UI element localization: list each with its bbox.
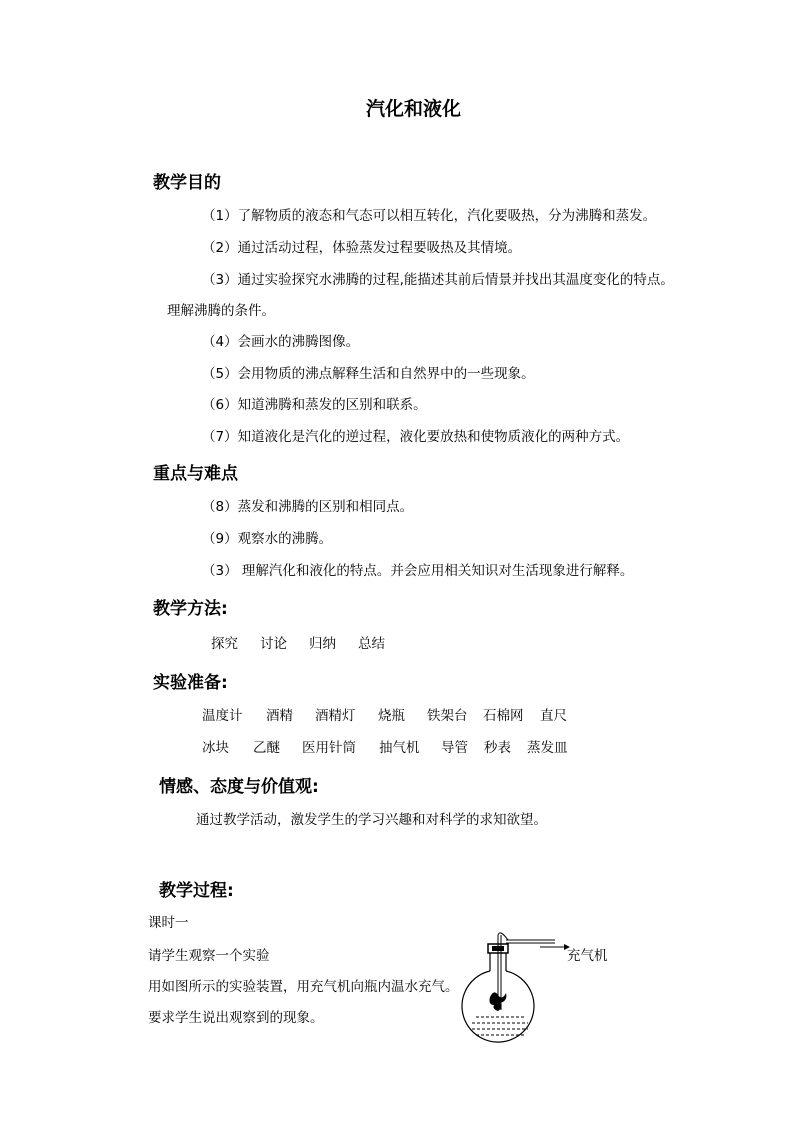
process-line: 用如图所示的实验装置，用充气机向瓶内温水充气。 <box>148 979 459 995</box>
material-item: 烧瓶 <box>378 708 405 724</box>
material-item: 医用针筒 <box>302 740 356 756</box>
material-item: 石棉网 <box>483 708 524 724</box>
material-item: 酒精 <box>266 708 293 724</box>
method-item: 探究 <box>211 636 238 652</box>
material-item: 酒精灯 <box>315 708 356 724</box>
values-text: 通过教学活动，激发学生的学习兴趣和对科学的求知欲望。 <box>196 812 547 828</box>
material-item: 秒表 <box>484 740 511 756</box>
objective-item: （3）通过实验探究水沸腾的过程,能描述其前后情景并找出其温度变化的特点。 <box>202 272 674 288</box>
key-points-heading: 重点与难点 <box>153 464 238 484</box>
method-item: 总结 <box>358 636 385 652</box>
objective-item: 理解沸腾的条件。 <box>167 303 275 319</box>
material-item: 蒸发皿 <box>527 740 568 756</box>
figure-label: 充气机 <box>567 948 608 964</box>
objective-item: （6）知道沸腾和蒸发的区别和联系。 <box>202 397 427 413</box>
key-point-item: （9）观察水的沸腾。 <box>202 531 333 547</box>
method-item: 讨论 <box>260 636 287 652</box>
material-item: 温度计 <box>202 708 243 724</box>
process-line: 课时一 <box>148 915 189 931</box>
objective-item: （4）会画水的沸腾图像。 <box>202 334 360 350</box>
process-heading: 教学过程: <box>159 881 234 901</box>
objective-item: （5）会用物质的沸点解释生活和自然界中的一些现象。 <box>202 366 535 382</box>
key-point-item: （3） 理解汽化和液化的特点。并会应用相关知识对生活现象进行解释。 <box>202 563 634 579</box>
process-line: 要求学生说出观察到的现象。 <box>148 1010 324 1026</box>
material-item: 导管 <box>441 740 468 756</box>
objectives-heading: 教学目的 <box>153 173 221 193</box>
objective-item: （1）了解物质的液态和气态可以相互转化，汽化要吸热，分为沸腾和蒸发。 <box>202 208 657 224</box>
process-line: 请学生观察一个实验 <box>148 948 270 964</box>
methods-heading: 教学方法: <box>153 599 228 619</box>
materials-heading: 实验准备: <box>153 673 228 693</box>
values-heading: 情感、态度与价值观: <box>159 777 319 797</box>
material-item: 抽气机 <box>379 740 420 756</box>
objective-item: （2）通过活动过程，体验蒸发过程要吸热及其情境。 <box>202 240 522 256</box>
material-item: 直尺 <box>540 708 567 724</box>
objective-item: （7）知道液化是汽化的逆过程，液化要放热和使物质液化的两种方式。 <box>202 429 630 445</box>
flask-diagram <box>460 925 570 1055</box>
page-title: 汽化和液化 <box>366 98 462 120</box>
material-item: 铁架台 <box>427 708 468 724</box>
material-item: 乙醚 <box>253 740 280 756</box>
material-item: 冰块 <box>202 740 229 756</box>
key-point-item: （8）蒸发和沸腾的区别和相同点。 <box>202 499 414 515</box>
method-item: 归纳 <box>309 636 336 652</box>
